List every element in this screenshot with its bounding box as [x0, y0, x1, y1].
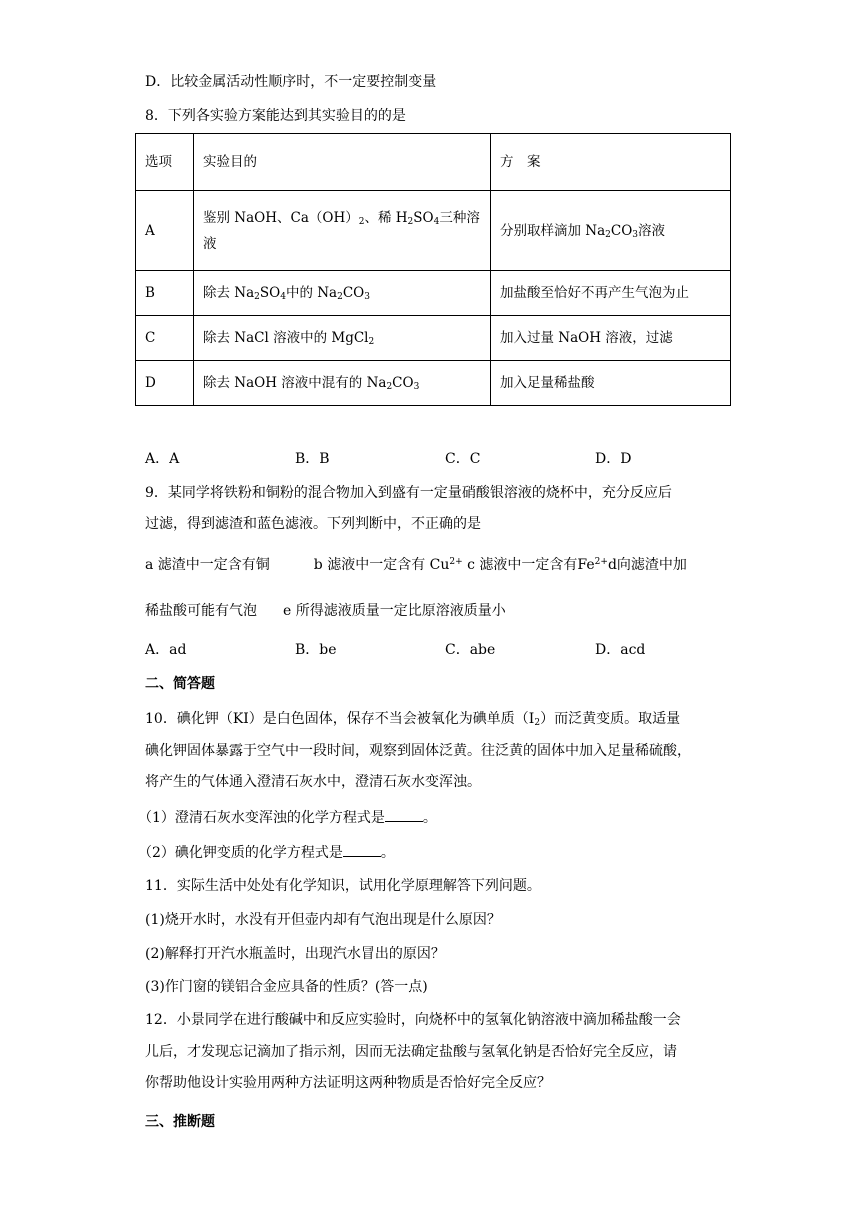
q10-line1: 10．碘化钾（KI）是白色固体，保存不当会被氧化为碘单质$(I_2)$而泛黄变质。取适量: [145, 711, 681, 728]
header-purpose: 实验目的: [194, 134, 491, 191]
row-option: D: [136, 361, 194, 406]
row-option: B: [136, 271, 194, 316]
section-heading: 三、推断题: [145, 1114, 215, 1130]
choice-a[interactable]: A．ad: [145, 642, 187, 658]
q10-sub2: （2）碘化钾变质的化学方程式是 。: [138, 845, 395, 861]
row-plan: 加盐酸至恰好不再产生气泡为止: [491, 271, 731, 316]
q9-line4: 稀盐酸可能有气泡 e 所得滤液质量一定比原溶液质量小: [145, 603, 506, 619]
q8-stem: 8．下列各实验方案能达到其实验目的的是: [145, 108, 406, 124]
row-plan: 加入过量 NaOH 溶液，过滤: [491, 316, 731, 361]
q9-statements: a 滤渣中一定含有铜 b 滤液中一定含有 $Cu^{2+}$ c 滤液中一定含有$Fe^{2+}d$向滤渣中加: [145, 557, 687, 573]
row-purpose: 除去 NaCl 溶液中的 MgCl$_2$: [194, 316, 491, 361]
q11-line1: 11．实际生活中处处有化学知识，试用化学原理解答下列问题。: [145, 878, 541, 894]
row-plan: 加入足量稀盐酸: [491, 361, 731, 406]
header-plan: 方 案: [491, 134, 731, 191]
q11-sub2: (2)解释打开汽水瓶盖时，出现汽水冒出的原因？: [145, 946, 445, 962]
q12-line3: 你帮助他设计实验用两种方法证明这两种物质是否恰好完全反应？: [145, 1075, 551, 1091]
q11-sub1: (1)烧开水时，水没有开但壶内却有气泡出现是什么原因？: [145, 912, 501, 928]
q9-line2: 过滤，得到滤渣和蓝色滤液。下列判断中，不正确的是: [145, 516, 481, 532]
choice-b[interactable]: B．be: [295, 642, 337, 658]
row-option: C: [136, 316, 194, 361]
choice-a[interactable]: A．A: [145, 451, 180, 467]
header-option: 选项: [136, 134, 194, 191]
table-row: [136, 316, 731, 361]
q12-line2: 儿后，才发现忘记滴加了指示剂，因而无法确定盐酸与氢氧化钠是否恰好完全反应，请: [145, 1044, 677, 1060]
q10-line3: 将产生的气体通入澄清石灰水中，澄清石灰水变浑浊。: [145, 774, 481, 790]
table-row: [136, 361, 731, 406]
q8-table: [135, 133, 731, 406]
table-row: [136, 271, 731, 316]
choice-c[interactable]: C．abe: [445, 642, 496, 658]
table-row: [136, 191, 731, 271]
choice-c[interactable]: C．C: [445, 451, 481, 467]
section-heading: 二、简答题: [145, 676, 215, 692]
answer-blank[interactable]: [343, 844, 381, 857]
choice-d[interactable]: D．acd: [595, 642, 646, 658]
q9-line1: 9．某同学将铁粉和铜粉的混合物加入到盛有一定量硝酸银溶液的烧杯中，充分反应后: [145, 485, 672, 501]
row-option: A: [136, 191, 194, 271]
q9-choices: [145, 640, 745, 660]
q8-choices: [145, 449, 745, 469]
q7-option-d: D．比较金属活动性顺序时，不一定要控制变量: [145, 74, 437, 90]
q11-sub3: (3)作门窗的镁铝合金应具备的性质？(答一点): [145, 979, 428, 995]
choice-d[interactable]: D．D: [595, 451, 632, 467]
row-plan: 分别取样滴加 $Na_2CO_3$溶液: [491, 191, 731, 271]
row-purpose: 鉴别 NaOH、$Ca(OH)_2$、稀 $H_2SO_4$三种溶 液: [194, 191, 491, 271]
q10-line2: 碘化钾固体暴露于空气中一段时间，观察到固体泛黄。往泛黄的固体中加入足量稀硫酸，: [145, 743, 691, 759]
choice-b[interactable]: B．B: [295, 451, 330, 467]
row-purpose: 除去 $Na_2SO_4$中的 $Na_2CO_3$: [194, 271, 491, 316]
q12-line1: 12．小景同学在进行酸碱中和反应实验时，向烧杯中的氢氧化钠溶液中滴加稀盐酸一会: [145, 1012, 681, 1028]
table-header-row: [136, 134, 731, 191]
row-purpose: 除去 NaOH 溶液中混有的 $Na_2CO_3$: [194, 361, 491, 406]
q10-sub1: （1）澄清石灰水变浑浊的化学方程式是 。: [138, 810, 437, 826]
answer-blank[interactable]: [385, 809, 423, 822]
